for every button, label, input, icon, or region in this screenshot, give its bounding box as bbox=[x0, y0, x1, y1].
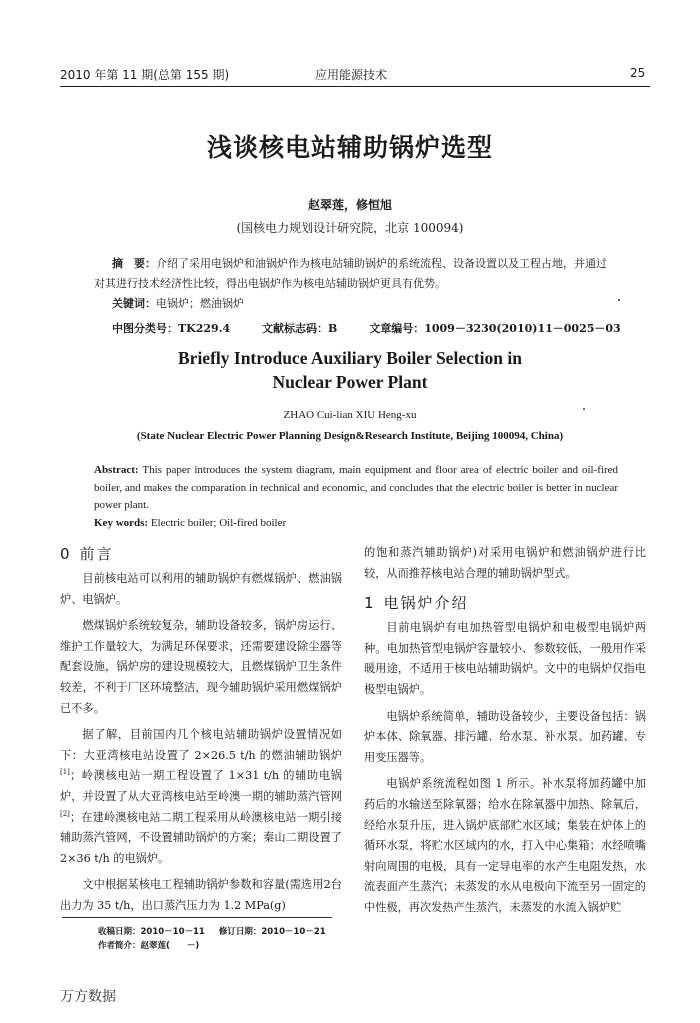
authors-cn: 赵翠莲，修恒旭 bbox=[307, 198, 392, 212]
abstract-en bbox=[94, 462, 618, 532]
keywords-cn-label: 关键词： bbox=[112, 297, 156, 310]
revised-date: 修订日期：2010－10－21 bbox=[218, 927, 326, 937]
right-paragraph-continued: 的饱和蒸汽辅助锅炉)对采用电锅炉和燃油锅炉进行比较，从而推荐核电站合理的辅助锅炉型式。 bbox=[364, 546, 646, 580]
classification-line bbox=[112, 320, 621, 336]
section-0-paragraph-4: 文中根据某核电工程辅助锅炉参数和容量(需选用2台出力为 35 t/h，出口蒸汽压力为 1.2 MPa(g) bbox=[60, 878, 342, 912]
title-en-line2: Nuclear Power Plant bbox=[272, 372, 428, 392]
watermark: 万方数据 bbox=[60, 989, 116, 1005]
abstract-en-text: This paper introduces the system diagram, main equipment and floor area of electric boiler and oil-fired boiler, and makes the comparation in technical and economic, and concludes that the electric boiler is better in nuclear power plant. bbox=[94, 464, 618, 511]
abstract-cn-text: 介绍了采用电锅炉和油锅炉作为核电站辅助锅炉的系统流程、设备设置以及工程占地，并通过对其进行技术经济性比较，得出电锅炉作为核电站辅助锅炉更具有优势。 bbox=[94, 257, 607, 290]
authors-en: ZHAO Cui-lian XIU Heng-xu bbox=[283, 409, 417, 421]
body-left-column bbox=[60, 541, 342, 923]
section-0-paragraph-1: 目前核电站可以利用的辅助锅炉有燃煤锅炉、燃油锅炉、电锅炉。 bbox=[60, 572, 342, 606]
scan-speck bbox=[618, 299, 620, 301]
section-1-title: 电锅炉介绍 bbox=[383, 594, 469, 613]
header-page-number: 25 bbox=[630, 66, 646, 80]
author-intro: 作者简介：赵翠莲( －) bbox=[98, 941, 200, 951]
received-date: 收稿日期：2010－10－11 bbox=[98, 927, 205, 937]
section-1-heading bbox=[364, 590, 646, 616]
keywords-en-label: Key words: bbox=[94, 516, 149, 529]
section-0-paragraph-3 bbox=[60, 725, 342, 869]
footnote bbox=[98, 925, 340, 953]
section-1-paragraph-3: 电锅炉系统流程如图 1 所示。补水泵将加药罐中加药后的水输送至除氧器；给水在除氧器中加热、除氧后，经给水泵升压，进入锅炉底部贮水区域；集装在炉体上的循环水泵，将贮水区域内的水，打入中心集箱；水经喷嘴射向周围的电极，具有一定导电率的水产生电阻发热，水流表面产生蒸汽；未蒸发的水从电极向下流至另一固定的中性极，再次发热产生蒸汽，未蒸发的水流入锅炉贮 bbox=[364, 777, 646, 914]
abstract-cn bbox=[94, 254, 614, 314]
title-en-line1: Briefly Introduce Auxiliary Boiler Selection in bbox=[178, 348, 522, 368]
keywords-en: Electric boiler; Oil-fired boiler bbox=[148, 516, 287, 529]
body-right-column bbox=[364, 543, 646, 925]
abstract-en-label: Abstract: bbox=[94, 464, 139, 476]
section-0-title: 前言 bbox=[79, 545, 114, 563]
citation-1: [1] bbox=[60, 768, 70, 777]
section-0-heading bbox=[60, 541, 342, 567]
title-en bbox=[0, 346, 700, 394]
header-rule bbox=[60, 86, 650, 87]
citation-2: [2] bbox=[60, 809, 70, 818]
header-journal: 应用能源技术 bbox=[315, 68, 388, 82]
header-issue: 2010 年第 11 期(总第 155 期) bbox=[60, 68, 230, 82]
section-1-number: 1 bbox=[364, 594, 376, 613]
section-0-number: 0 bbox=[60, 545, 72, 563]
affiliation-cn: (国核电力规划设计研究院，北京 100094) bbox=[236, 221, 464, 235]
abstract-cn-label: 摘 要： bbox=[112, 257, 156, 270]
paragraph-3-part-a: 据了解，目前国内几个核电站辅助锅炉设置情况如下：大亚湾核电站设置了 2×26.5 t/h 的燃油辅助锅炉 bbox=[60, 728, 342, 762]
title-cn: 浅谈核电站辅助锅炉选型 bbox=[206, 133, 493, 162]
affiliation-en: (State Nuclear Electric Power Planning Design&Research Institute, Beijing 100094, China) bbox=[136, 430, 564, 442]
article-number: 文章编号：1009－3230(2010)11－0025－03 bbox=[369, 322, 621, 335]
section-1-paragraph-1: 目前电锅炉有电加热管型电锅炉和电极型电锅炉两种。电加热管型电锅炉容量较小、参数较低，一般用作采暖用途，不适用于核电站辅助锅炉。文中的电锅炉仅指电极型电锅炉。 bbox=[364, 621, 646, 696]
clc-number: 中图分类号：TK229.4 bbox=[112, 322, 231, 335]
section-1-paragraph-2: 电锅炉系统简单，辅助设备较少，主要设备包括：锅炉本体、除氧器、排污罐、给水泵、补水泵、加药罐、专用变压器等。 bbox=[364, 709, 646, 764]
paragraph-3-part-b: ；岭澳核电站一期工程设置了 1×31 t/h 的辅助电锅炉，并设置了从大亚湾核电站至岭澳一期的辅助蒸汽管网 bbox=[60, 769, 342, 803]
scan-speck bbox=[583, 408, 585, 410]
section-0-paragraph-2: 燃煤锅炉系统较复杂，辅助设备较多，锅炉房运行、维护工作量较大，为满足环保要求，还需要建设除尘器等配套设施，锅炉房的建设规模较大，且燃煤锅炉卫生条件较差，不利于厂区环境整洁，现今辅助锅炉采用燃煤锅炉已不多。 bbox=[60, 619, 342, 715]
keywords-cn: 电锅炉；燃油锅炉 bbox=[156, 297, 244, 310]
paragraph-3-part-c: ；在建岭澳核电站二期工程采用从岭澳核电站一期引接辅助蒸汽管网，不设置辅助锅炉的方案；秦山二期设置了 2×36 t/h 的电锅炉。 bbox=[60, 810, 342, 865]
doc-code: 文献标志码：B bbox=[262, 322, 338, 335]
footnote-rule bbox=[62, 917, 332, 918]
